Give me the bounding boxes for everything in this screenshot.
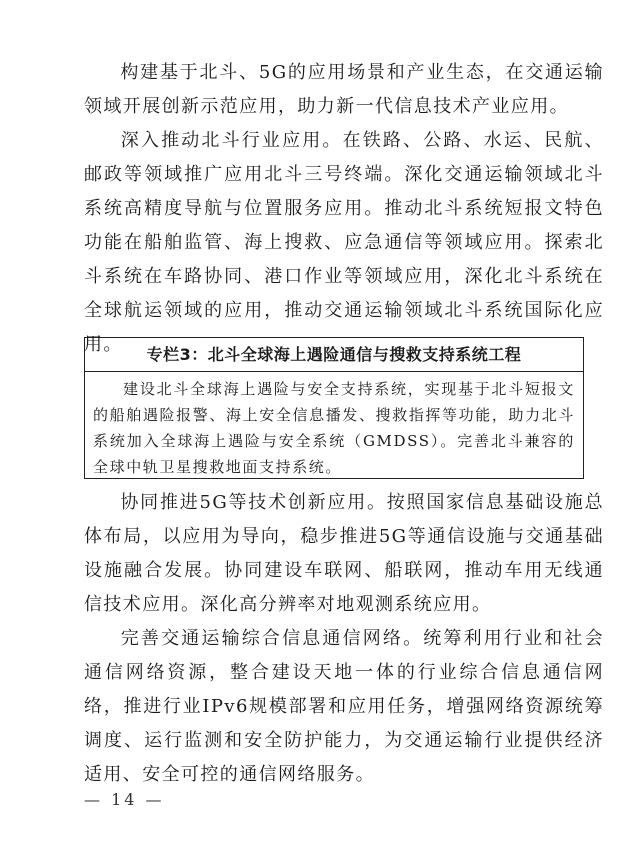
paragraph-3 (84, 486, 604, 622)
column-box-title: 专栏3：北斗全球海上遇险通信与搜救支持系统工程 (85, 338, 583, 372)
column-box-body (85, 372, 583, 480)
paragraph-2-text: 深入推动北斗行业应用。在铁路、公路、水运、民航、邮政等领域推广应用北斗三号终端。深化交通运输领域北斗系统高精度导航与位置服务应用。推动北斗系统短报文特色功能在船舶监管、海上搜救、应急通信等领域应用。探索北斗系统在车路协同、港口作业等领域应用，深化北斗系统在全球航运领域的应用，推动交通运输领域北斗系统国际化应用。 (84, 130, 604, 355)
paragraph-4 (84, 622, 604, 792)
paragraph-1 (84, 56, 604, 124)
paragraph-3-text: 协同推进5G等技术创新应用。按照国家信息基础设施总体布局，以应用为导向，稳步推进5G等通信设施与交通基础设施融合发展。协同建设车联网、船联网，推动车用无线通信技术应用。深化高分辨率对地观测系统应用。 (84, 492, 604, 615)
page-number: — 14 — (84, 790, 165, 809)
column-box-body-text: 建设北斗全球海上遇险与安全支持系统，实现基于北斗短报文的船舶遇险报警、海上安全信息播发、搜救指挥等功能，助力北斗系统加入全球海上遇险与安全系统（GMDSS）。完善北斗兼容的全球中轨卫星搜救地面支持系统。 (93, 380, 575, 476)
paragraph-1-text: 构建基于北斗、5G的应用场景和产业生态，在交通运输领域开展创新示范应用，助力新一代信息技术产业应用。 (84, 62, 604, 117)
paragraph-4-text: 完善交通运输综合信息通信网络。统筹利用行业和社会通信网络资源，整合建设天地一体的行业综合信息通信网络，推进行业IPv6规模部署和应用任务，增强网络资源统筹调度、运行监测和安全防护能力，为交通运输行业提供经济适用、安全可控的通信网络服务。 (84, 628, 604, 785)
column-box (84, 337, 584, 479)
paragraph-2 (84, 124, 604, 362)
